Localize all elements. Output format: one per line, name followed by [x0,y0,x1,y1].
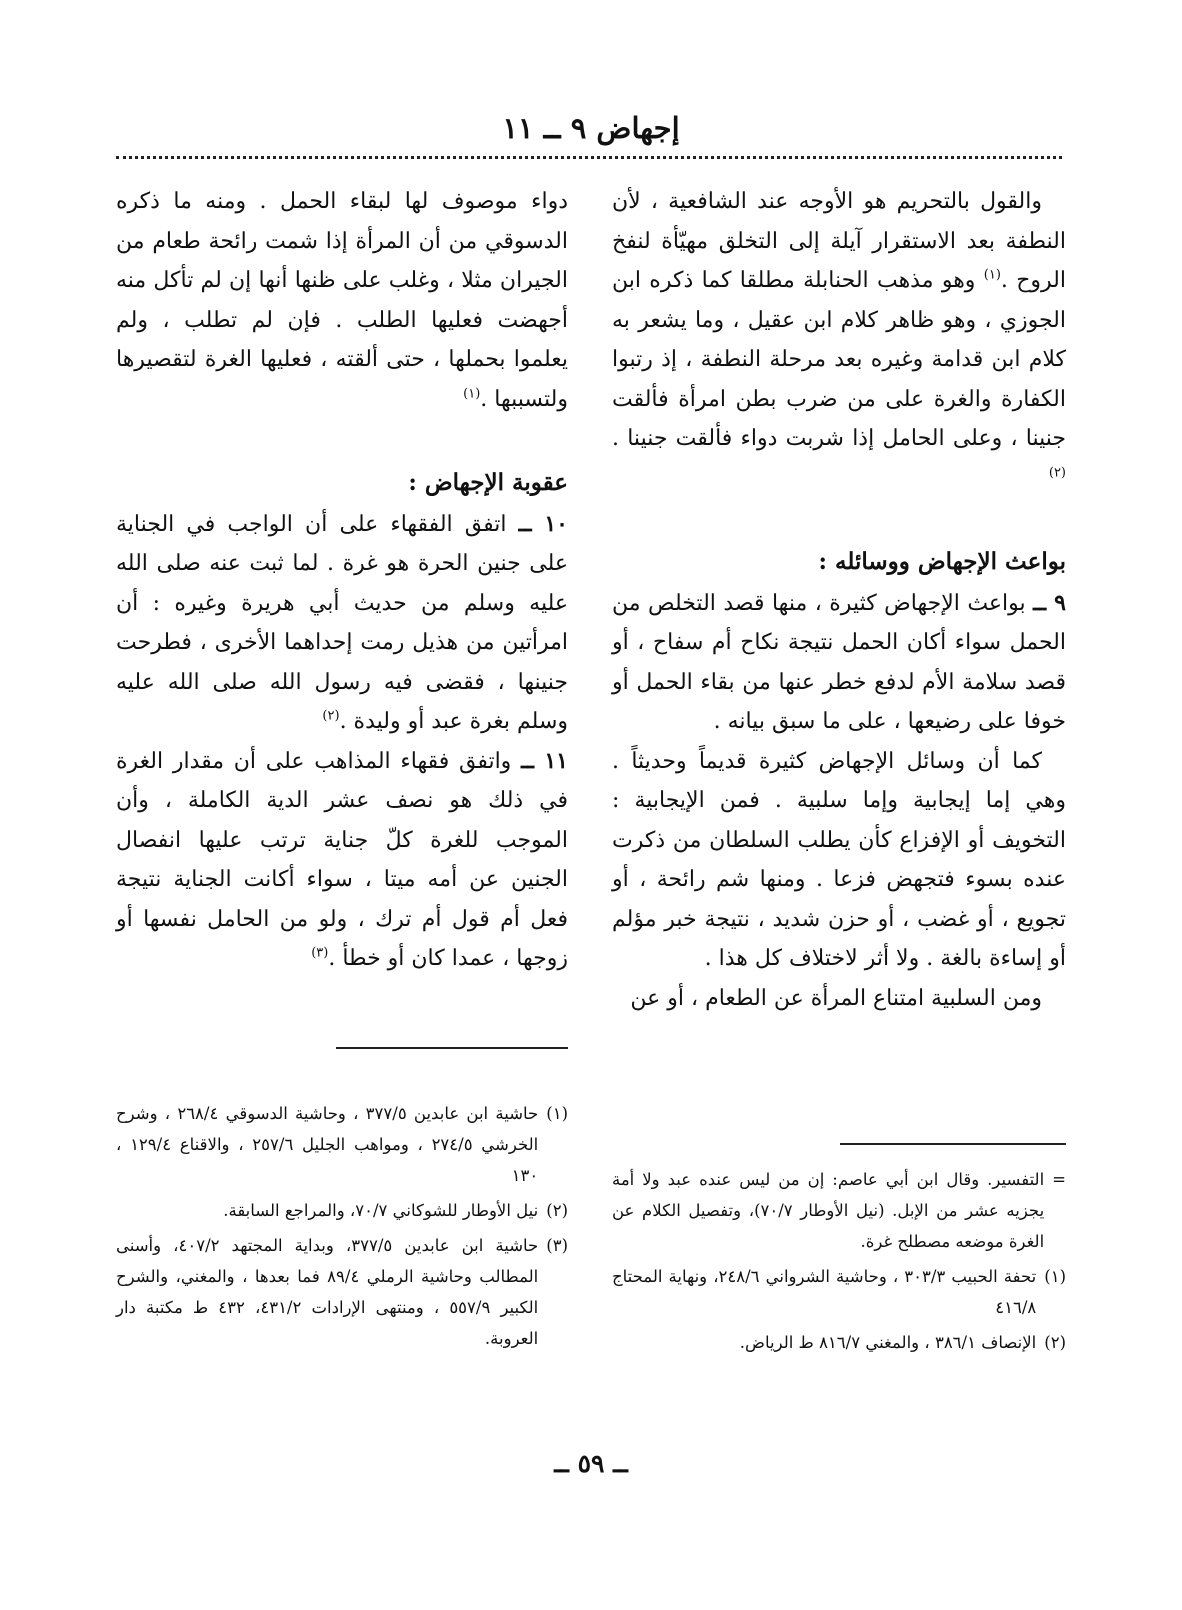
footnote-divider [336,1047,568,1049]
footnote-number: (٢) [546,1201,568,1220]
footnote-ref: (٣) [311,945,329,961]
footnotes-right [612,1164,1066,1362]
section-heading: عقوبة الإجهاض : [408,469,568,496]
footnote [116,1230,568,1354]
footnote [116,1098,568,1191]
footnote [612,1327,1066,1358]
footnote-number: (١) [1044,1267,1066,1286]
footnote-text: الإنصاف ٣٨٦/١ ، والمغني ٨١٦/٧ ط الرياض. [739,1333,1037,1352]
footnote-text: نيل الأوطار للشوكاني ٧٠/٧، والمراجع السابقة. [223,1201,539,1220]
footnote-text: حاشية ابن عابدين ٣٧٧/٥ ، وحاشية الدسوقي ٢٦٨/٤ ، وشرح الخرشي ٢٧٤/٥ ، ومواهب الجليل ٢٥٧/٦ ، والاقناع ١٢٩/٤ ، ١٣٠ [116,1104,539,1185]
section-heading: بواعث الإجهاض ووسائله : [818,548,1066,575]
paragraph-number: ١٠ ــ [518,510,568,537]
footnote-divider [840,1143,1066,1145]
page-header-title: إجهاض ٩ ــ ١١ [502,111,680,145]
paragraph [612,182,1066,498]
footnote-number: (٢) [1044,1333,1066,1352]
footnote [612,1164,1066,1257]
footnote-number: = [1052,1170,1066,1189]
paragraph-text: والقول بالتحريم هو الأوجه عند الشافعية ، لأن النطفة بعد الاستقرار آيلة إلى التخلق مهيّأة لنفخ الروح . [612,189,1066,293]
paragraph-number: ١١ ــ [521,747,568,774]
footnote [116,1195,568,1226]
paragraph: كما أن وسائل الإجهاض كثيرة قديماً وحديثاً . وهي إما إيجابية وإما سلبية . فمن الإيجابية : التخويف أو الإفزاع كأن يطلب السلطان من ذكرت عنده بسوء فتجهض فزعا . ومنها شم رائحة ، أو تجويع ، أو غضب ، أو حزن شديد ، نتيجة خبر مؤلم أو إساءة بالغة . ولا أثر لاختلاف كل هذا . [612,748,1066,971]
footnote-text: التفسير. وقال ابن أبي عاصم: إن من ليس عنده عبد ولا أمة يجزيه عشر من الإبل. (نيل الأوطار ٧٠/٧)، وتفصيل الكلام عن الغرة موضعه مصطلح غرة. [612,1170,1045,1251]
footnote-number: (١) [546,1104,568,1123]
left-column [116,182,568,979]
paragraph-number: ٩ ــ [1033,589,1066,616]
footnotes-left [116,1098,568,1358]
page-number: ــ ٥٩ ــ [554,1449,628,1478]
right-column [612,182,1066,1018]
paragraph-text: بواعث الإجهاض كثيرة ، منها قصد التخلص من الحمل سواء أكان الحمل نتيجة نكاح أم سفاح ، أو قصد سلامة الأم لدفع خطر عنها من بقاء الحمل أو خوفا على رضيعها ، على ما سبق بيانه . [612,590,1066,734]
footnote-ref: (٢) [1048,465,1066,481]
paragraph [612,584,1066,742]
paragraph-text: واتفق فقهاء المذاهب على أن مقدار الغرة في ذلك هو نصف عشر الدية الكاملة ، وأن الموجب للغرة كلّ جناية ترتب عليها انفصال الجنين عن أمه ميتا ، سواء أكانت الجناية نتيجة فعل أم قول أم ترك ، ولو من الحامل نفسها أو زوجها ، عمدا كان أو خطأ . [116,748,568,971]
footnote-ref: (١) [983,267,1001,283]
paragraph [116,505,568,742]
paragraph [116,742,568,979]
paragraph: ومن السلبية امتناع المرأة عن الطعام ، أو عن [630,985,1042,1011]
paragraph-text: وهو مذهب الحنابلة مطلقا كما ذكره ابن الجوزي ، وهو ظاهر كلام ابن عقيل ، وما يشعر به كلام ابن قدامة وغيره بعد مرحلة النطفة ، إذ رتبوا الكفارة والغرة على من ضرب بطن امرأة فألقت جنينا ، وعلى الحامل إذا شربت دواء فألقت جنينا . [612,268,1066,451]
paragraph-text: دواء موصوف لها لبقاء الحمل . ومنه ما ذكره الدسوقي من أن المرأة إذا شمت رائحة طعام من الجيران مثلا ، وغلب على ظنها أنها إن لم تأكل منه أجهضت فعليها الطلب . فإن لم تطلب ، ولم يعلموا بحملها ، حتى ألقته ، فعليها الغرة لتقصيرها ولتسببها . [116,189,568,412]
footnote-ref: (٢) [322,708,340,724]
paragraph-text: اتفق الفقهاء على أن الواجب في الجناية على جنين الحرة هو غرة . لما ثبت عنه صلى الله عليه وسلم من حديث أبي هريرة وغيره : أن امرأتين من هذيل رمت إحداهما الأخرى ، فطرحت جنينها ، فقضى فيه رسول الله صلى الله عليه وسلم بغرة عبد أو وليدة . [116,511,568,734]
header-dotted-rule [116,156,1062,159]
footnote-ref: (١) [463,386,481,402]
footnote-number: (٣) [546,1236,568,1255]
footnote-text: تحفة الحبيب ٣٠٣/٣ ، وحاشية الشرواني ٢٤٨/٦، ونهاية المحتاج ٤١٦/٨ [612,1267,1037,1317]
footnote-text: حاشية ابن عابدين ٣٧٧/٥، وبداية المجتهد ٤٠٧/٢، وأسنى المطالب وحاشية الرملي ٨٩/٤ فما بعدها ، والمغني، والشرح الكبير ٥٥٧/٩ ، ومنتهى الإرادات ٤٣١/٢، ٤٣٢ ط مكتبة دار العروبة. [116,1236,539,1348]
paragraph [116,182,568,419]
footnote [612,1261,1066,1323]
